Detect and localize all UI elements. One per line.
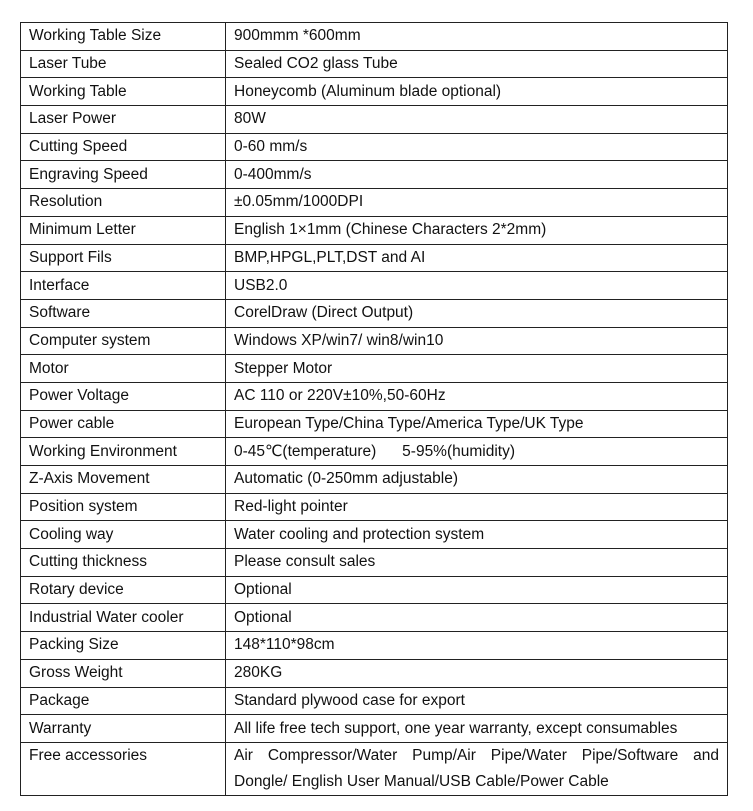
- table-row: [21, 355, 728, 383]
- spec-value: European Type/China Type/America Type/UK Type: [226, 410, 728, 438]
- spec-key: Engraving Speed: [21, 161, 226, 189]
- spec-key: Resolution: [21, 189, 226, 217]
- spec-value: Sealed CO2 glass Tube: [226, 50, 728, 78]
- table-row: [21, 50, 728, 78]
- spec-value: Optional: [226, 576, 728, 604]
- table-row: [21, 521, 728, 549]
- spec-value: Red-light pointer: [226, 493, 728, 521]
- table-row: [21, 493, 728, 521]
- spec-value: Automatic (0-250mm adjustable): [226, 466, 728, 494]
- table-row: [21, 272, 728, 300]
- spec-key: Software: [21, 299, 226, 327]
- spec-value: 80W: [226, 106, 728, 134]
- spec-key: Industrial Water cooler: [21, 604, 226, 632]
- table-row: [21, 659, 728, 687]
- spec-value: Windows XP/win7/ win8/win10: [226, 327, 728, 355]
- table-row: [21, 133, 728, 161]
- spec-value: Honeycomb (Aluminum blade optional): [226, 78, 728, 106]
- spec-key: Working Environment: [21, 438, 226, 466]
- spec-value: AC 110 or 220V±10%,50-60Hz: [226, 382, 728, 410]
- spec-key: Interface: [21, 272, 226, 300]
- spec-key: Motor: [21, 355, 226, 383]
- table-row: [21, 576, 728, 604]
- table-row: [21, 632, 728, 660]
- table-row: [21, 216, 728, 244]
- spec-value: English 1×1mm (Chinese Characters 2*2mm): [226, 216, 728, 244]
- spec-key: Cutting thickness: [21, 549, 226, 577]
- spec-value: 280KG: [226, 659, 728, 687]
- spec-table: [20, 22, 728, 796]
- spec-value: CorelDraw (Direct Output): [226, 299, 728, 327]
- spec-key: Gross Weight: [21, 659, 226, 687]
- spec-key: Cutting Speed: [21, 133, 226, 161]
- spec-value: Optional: [226, 604, 728, 632]
- table-row: [21, 410, 728, 438]
- table-row: [21, 189, 728, 217]
- spec-key: Power Voltage: [21, 382, 226, 410]
- table-row: [21, 244, 728, 272]
- spec-value: 0-45℃(temperature) 5-95%(humidity): [226, 438, 728, 466]
- table-row: [21, 687, 728, 715]
- spec-key: Minimum Letter: [21, 216, 226, 244]
- spec-key: Position system: [21, 493, 226, 521]
- spec-key: Free accessories: [21, 742, 226, 795]
- spec-key: Support Fils: [21, 244, 226, 272]
- table-row: [21, 604, 728, 632]
- spec-value: 900mmm *600mm: [226, 23, 728, 51]
- spec-key: Warranty: [21, 715, 226, 743]
- spec-key: Working Table: [21, 78, 226, 106]
- spec-value: Stepper Motor: [226, 355, 728, 383]
- spec-value: 0-60 mm/s: [226, 133, 728, 161]
- table-row: [21, 382, 728, 410]
- spec-value: 148*110*98cm: [226, 632, 728, 660]
- table-row: [21, 327, 728, 355]
- table-row: [21, 466, 728, 494]
- spec-value: 0-400mm/s: [226, 161, 728, 189]
- spec-key: Laser Tube: [21, 50, 226, 78]
- table-row: [21, 23, 728, 51]
- spec-value: BMP,HPGL,PLT,DST and AI: [226, 244, 728, 272]
- spec-key: Laser Power: [21, 106, 226, 134]
- spec-key: Computer system: [21, 327, 226, 355]
- spec-key: Rotary device: [21, 576, 226, 604]
- spec-value: Standard plywood case for export: [226, 687, 728, 715]
- spec-value: USB2.0: [226, 272, 728, 300]
- table-row: [21, 549, 728, 577]
- spec-value: ±0.05mm/1000DPI: [226, 189, 728, 217]
- spec-value: Please consult sales: [226, 549, 728, 577]
- table-row: [21, 715, 728, 743]
- spec-value: All life free tech support, one year warranty, except consumables: [226, 715, 728, 743]
- spec-key: Cooling way: [21, 521, 226, 549]
- spec-key: Package: [21, 687, 226, 715]
- spec-value: Water cooling and protection system: [226, 521, 728, 549]
- spec-key: Z-Axis Movement: [21, 466, 226, 494]
- table-row: [21, 161, 728, 189]
- table-row: [21, 742, 728, 795]
- spec-key: Packing Size: [21, 632, 226, 660]
- spec-value: Air Compressor/Water Pump/Air Pipe/Water Pipe/Software and Dongle/ English User Manual/USB Cable/Power Cable: [226, 742, 728, 795]
- table-row: [21, 299, 728, 327]
- table-row: [21, 438, 728, 466]
- spec-key: Power cable: [21, 410, 226, 438]
- table-row: [21, 106, 728, 134]
- spec-key: Working Table Size: [21, 23, 226, 51]
- table-row: [21, 78, 728, 106]
